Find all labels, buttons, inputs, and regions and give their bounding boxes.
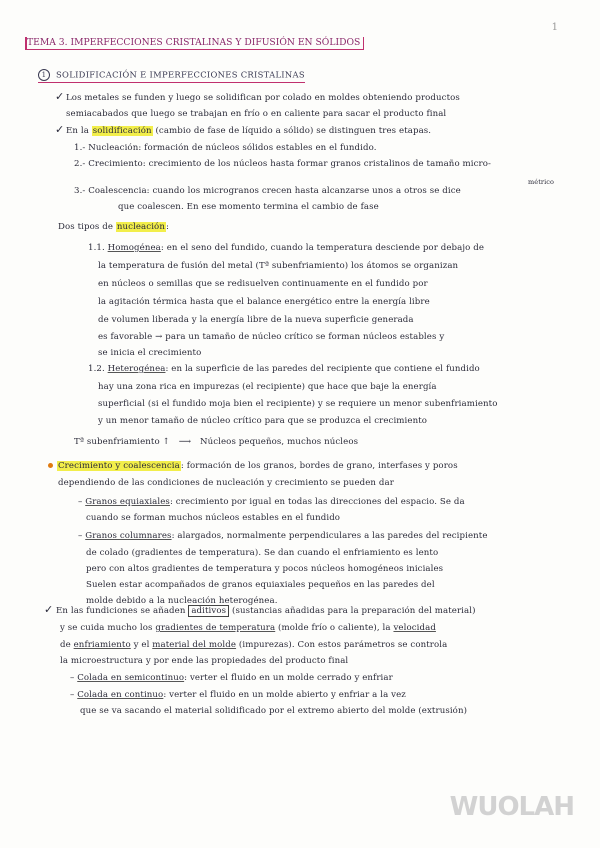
text-line: 1.2. Heterogénea: en la superficie de las paredes del recipiente que contiene el fundido xyxy=(88,364,480,374)
check-icon: ✓ xyxy=(44,603,54,616)
underlined-term: Homogénea xyxy=(107,243,161,253)
text-line: pero con altos gradientes de temperatura y pocos núcleos homogéneos iniciales xyxy=(86,564,444,574)
text-line: la agitación térmica hasta que el balance energético entre la energía libre xyxy=(98,297,430,307)
highlight-solidificacion: solidificación xyxy=(92,126,152,136)
text-line: que coalescen. En ese momento termina el cambio de fase xyxy=(118,202,379,212)
underlined-term: Heterogénea xyxy=(107,364,166,374)
highlight-nucleacion: nucleación xyxy=(116,222,165,232)
text-line: Crecimiento y coalescencia: formación de los granos, bordes de grano, interfases y poros xyxy=(48,461,458,472)
arrow-icon: ⟶ xyxy=(178,437,192,447)
text-line: hay una zona rica en impurezas (el recipiente) que hace que baje la energía xyxy=(98,382,437,392)
list-item: – Colada en continuo: verter el fluido en un molde abierto y enfriar a la vez xyxy=(70,690,406,700)
text-line: Dos tipos de nucleación: xyxy=(58,222,169,232)
text-line: la microestructura y por ende las propiedades del producto final xyxy=(60,656,349,666)
highlight-crecimiento: Crecimiento y coalescencia xyxy=(58,461,180,471)
text-line: Suelen estar acompañados de granos equiaxiales pequeños en las paredes del xyxy=(86,580,435,590)
list-item: – Granos equiaxiales: crecimiento por igual en todas las direcciones del espacio. Se da xyxy=(78,497,465,507)
text-line: Tª subenfriamiento ↑ ⟶ Núcleos pequeños, muchos núcleos xyxy=(74,437,359,447)
text-line: superficial (si el fundido moja bien el recipiente) y se requiere un menor subenfriamiento xyxy=(98,399,498,409)
text-line: en núcleos o semillas que se redisuelven continuamente en el fundido por xyxy=(98,279,428,289)
check-icon: ✓ xyxy=(55,90,65,103)
underlined-term: velocidad xyxy=(393,623,436,633)
text-line: molde debido a la nucleación heterogénea. xyxy=(86,596,278,606)
section-number: 1 xyxy=(38,69,50,81)
corner-mark: 1 xyxy=(551,22,558,33)
text-line: es favorable → para un tamaño de núcleo crítico se forman núcleos estables y xyxy=(98,332,445,342)
text-line: de volumen liberada y la energía libre de la nueva superficie generada xyxy=(98,315,414,325)
list-item: – Granos columnares: alargados, normalmente perpendiculares a las paredes del recipiente xyxy=(78,531,488,541)
text-line: de enfriamiento y el material del molde (impurezas). Con estos parámetros se controla xyxy=(60,640,448,650)
section-label: SOLIDIFICACIÓN E IMPERFECCIONES CRISTALINAS xyxy=(56,69,305,80)
text-line: y se cuida mucho los gradientes de temperatura (molde frío o caliente), la velocidad xyxy=(60,623,436,633)
list-item: 3.- Coalescencia: cuando los microgranos crecen hasta alcanzarse unos a otros se dice xyxy=(74,186,461,196)
check-icon: ✓ xyxy=(55,123,65,136)
underlined-term: enfriamiento xyxy=(73,640,131,650)
section-heading xyxy=(38,69,305,83)
watermark-logo: WUOLAH xyxy=(449,792,574,822)
list-item: 2.- Crecimiento: crecimiento de los núcleos hasta formar granos cristalinos de tamaño micro- xyxy=(74,159,492,169)
list-item: – Colada en semicontinuo: verter el fluido en un molde cerrado y enfriar xyxy=(70,673,393,683)
underlined-term: Colada en semicontinuo xyxy=(77,673,185,683)
text-line: y un menor tamaño de núcleo crítico para que se produzca el crecimiento xyxy=(98,416,428,426)
underlined-term: Colada en continuo xyxy=(77,690,164,700)
text-line: 1.1. Homogénea: en el seno del fundido, cuando la temperatura desciende por debajo de xyxy=(88,243,485,253)
text-line: En la solidificación (cambio de fase de líquido a sólido) se distinguen tres etapas. xyxy=(66,126,432,136)
text-line: se inicia el crecimiento xyxy=(98,348,202,358)
boxed-term: aditivos xyxy=(188,605,229,617)
text-line: dependiendo de las condiciones de nucleación y crecimiento se pueden dar xyxy=(58,478,394,488)
text-line: cuando se forman muchos núcleos estables en el fundido xyxy=(86,513,341,523)
underlined-term: material del molde xyxy=(152,640,237,650)
text-line: Los metales se funden y luego se solidifican por colado en moldes obteniendo productos xyxy=(66,93,460,103)
bullet-icon xyxy=(48,463,53,468)
underlined-term: gradientes de temperatura xyxy=(155,623,276,633)
underlined-term: Granos columnares xyxy=(85,531,172,541)
text-line: En las fundiciones se añaden aditivos (sustancias añadidas para la preparación del material) xyxy=(56,606,476,616)
list-item: 1.- Nucleación: formación de núcleos sólidos estables en el fundido. xyxy=(74,143,377,153)
text-line: la temperatura de fusión del metal (Tª subenfriamiento) los átomos se organizan xyxy=(98,261,459,271)
page-title: TEMA 3. IMPERFECCIONES CRISTALINAS Y DIFUSIÓN EN SÓLIDOS xyxy=(25,37,364,50)
superscript-note: métrico xyxy=(528,178,555,186)
text-line: de colado (gradientes de temperatura). Se dan cuando el enfriamiento es lento xyxy=(86,548,439,558)
text-line: que se va sacando el material solidificado por el extremo abierto del molde (extrusión) xyxy=(80,706,468,716)
underlined-term: Granos equiaxiales xyxy=(85,497,170,507)
text-line: semiacabados que luego se trabajan en frío o en caliente para sacar el producto final xyxy=(66,109,447,119)
